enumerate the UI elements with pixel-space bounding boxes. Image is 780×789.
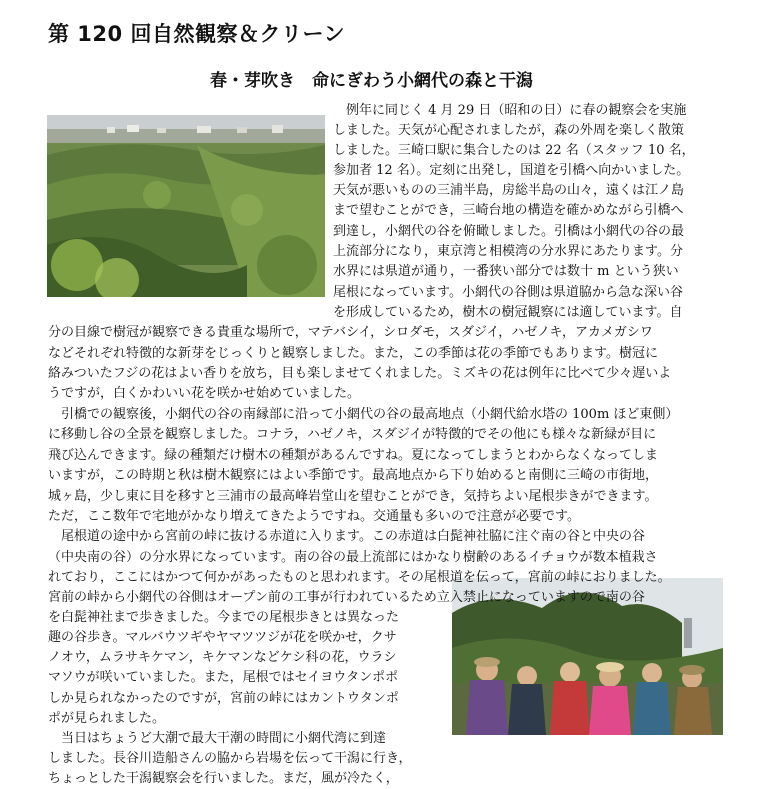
body-line: ノオウ，ムラサキケマン，キケマンなどケシ科の花，ウラシ [48,650,397,665]
body-line: 趣の谷歩き。マルバウツギやヤマツツジが花を咲かせ，クサ [48,630,397,645]
body-line: ポが見られました。 [48,711,166,726]
article-title: 第 120 回自然観察＆クリーン [48,22,346,46]
body-line: 飛び込んできます。緑の種類だけ樹木の種類があるんですね。夏になってしまうとわからなくなってしま [48,448,658,463]
body-line: 水界には県道が通り，一番狭い部分では数十 m という狭い [333,264,679,279]
body-line: （中央南の谷）の分水界になっています。南の谷の最上流部にはかなり樹齢のあるイチョウが数本植栽さ [48,550,658,565]
body-line: 城ヶ島，少し東に目を移すと三浦市の最高峰岩堂山を望むことができ，気持ちよい尾根歩きができます。 [48,489,658,504]
body-line: 尾根道の途中から宮前の峠に抜ける赤道に入ります。この赤道は白髭神社脇に注ぐ南の谷と中央の谷 [48,529,645,544]
body-line: しか見られなかったのですが，宮前の峠にはカントウタンポ [48,691,399,706]
body-line: しました。長谷川造船さんの脇から岩場を伝って干潟に行き， [48,751,412,766]
body-line: に移動し谷の全景を観察しました。コナラ，ハゼノキ，スダジイが特徴的でその他にも様々な新緑が目に [48,427,657,442]
body-line: 参加者 12 名）。定刻に出発し，国道を引橋へ向かいました。 [333,163,690,178]
body-line: 当日はちょうど大潮で最大干潮の時間に小網代湾に到達 [48,731,387,746]
body-line: いますが，この時期と秋は樹木観察にはよい季節です。最高地点から下り始めると南側に三崎の市街地， [48,468,658,483]
body-line: などそれぞれ特徴的な新芽をじっくりと観察しました。また，この季節は花の季節でもあります。樹冠に [48,346,658,361]
body-line: 絡みついたフジの花はよい香りを放ち，目も楽しませてくれました。ミズキの花は例年に比べて少々遅いよ [48,366,672,381]
body-line: 分の目線で樹冠が観察できる貴重な場所で，マテバシイ，シロダモ，スダジイ，ハゼノキ，アカメガシワ [48,325,653,340]
body-line: れており，ここにはかつて何かがあったものと思われます。その尾根道を伝って，宮前の峠におりました。 [48,570,671,585]
body-line: ちょっとした干潟観察会を行いました。まだ，風が冷たく， [48,771,399,786]
body-line: 到達し，小網代の谷を俯瞰しました。引橋は小網代の谷の最 [333,224,685,239]
body-line: しました。三崎口駅に集合したのは 22 名（スタッフ 10 名， [333,143,695,158]
body-line: しました。天気が心配されましたが，森の外周を楽しく散策 [333,123,685,138]
body-line: 尾根になっています。小網代の谷側は県道脇から急な深い谷 [333,285,683,300]
body-line: ただ，ここ数年で宅地がかなり増えてきたようですね。交通量も多いので注意が必要です。 [48,509,580,524]
body-line: マソウが咲いていました。また，尾根ではセイヨウタンポポ [48,670,399,685]
body-line: を形成しているため，樹木の樹冠観察には適しています。自 [333,305,683,320]
body-line: うですが，白くかわいい花を咲かせ始めていました。 [48,386,361,401]
body-line: 上流部分になり，東京湾と相模湾の分水界にあたります。分 [333,244,683,259]
body-line: 宮前の峠から小網代の谷側はオープン前の工事が行われているため立入禁止になっていますので南の谷 [48,590,645,605]
body-line: まで望むことができ，三崎台地の構造を確かめながら引橋へ [333,203,684,218]
forest-valley-image [47,115,325,297]
body-line: 天気が悪いものの三浦半島，房総半島の山々，遠くは江ノ島 [333,183,685,198]
body-line: を白髭神社まで歩きました。今までの尾根歩きとは異なった [48,610,400,625]
body-line: 引橋での観察後，小網代の谷の南縁部に沿って小網代の谷の最高地点（小網代給水塔の 100m ほど東側） [48,407,679,422]
body-line: 例年に同じく 4 月 29 日（昭和の日）に春の観察会を実施 [333,103,687,118]
forest-valley-photo [47,115,325,297]
article-subtitle: 春・芽吹き 命にぎわう小網代の森と干潟 [210,71,533,91]
